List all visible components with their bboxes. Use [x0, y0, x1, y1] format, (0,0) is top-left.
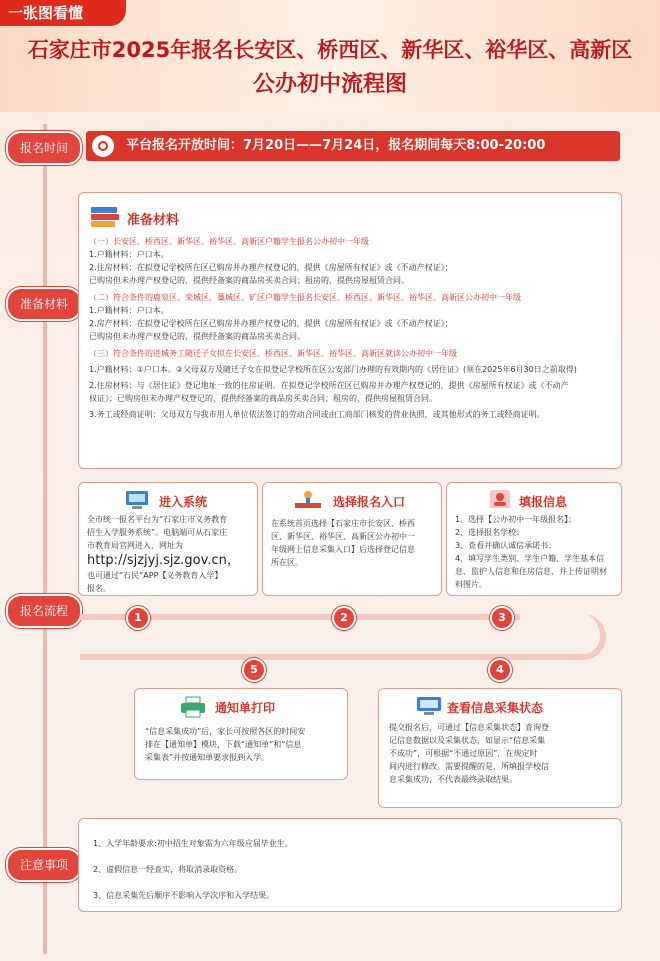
- step-4-body: 提交报名后，可通过【信息采集状态】查询登 记信息数据以及采集状态，如显示“信息采集 不成功”，可根据“不通过原因”，在规定时 间内进行修改。需要提醒的是，所填报学校信 息采集成功，不代表最终录取结果。: [389, 723, 549, 784]
- notes-box: [78, 818, 622, 912]
- label-process: 报名流程: [6, 594, 82, 628]
- pointer-icon: [293, 489, 323, 511]
- step-2-body: 在系统首页选择【石家庄市长安区、桥西 区、新华区、裕华区、高新区公办初中一 年级网上信息采集入口】后选择登记信息 所在区。: [271, 519, 415, 567]
- step-4-box: [378, 688, 622, 808]
- step-5-number: 5: [242, 658, 266, 682]
- materials-s2-head: （二）符合条件的鹿泉区、栾城区、藁城区、矿区户籍学生报名长安区、桥西区、新华区、裕华区、高新区公办初中一年级: [89, 293, 521, 302]
- step-3-number: 3: [490, 606, 514, 630]
- step-1-number: 1: [126, 606, 150, 630]
- materials-s3-l2: 2.住房材料：与《居住证》登记地址一致的住房证明。在拟登记学校所在区已购房并办理产权登记的，提供《房屋所有权证》或《不动产: [89, 381, 569, 390]
- step-2-number: 2: [332, 606, 356, 630]
- printer-icon: [179, 695, 207, 719]
- note-1: 1、入学年龄要求:初中招生对象需为六年级应届毕业生。: [93, 839, 293, 848]
- step-3-body: 1、选择【公办初中一年级报名】； 2、选择报名学校； 3、查看并确认诚信承诺书； 4、填写学生类别、学生户籍、学生基本信 息、监护人信息和住房信息，并上传证明材 料图片。: [455, 515, 607, 589]
- note-2: 2、虚假信息一经查实，将取消录取资格。: [93, 865, 243, 874]
- materials-s2-l2: 2.房产材料：在拟登记学校所在区已购房并办理产权登记的，提供《房屋所有权证》或《不动产权证》；: [89, 319, 453, 328]
- monitor-check-icon: [415, 695, 443, 717]
- materials-box: [78, 192, 622, 469]
- time-text: 平台报名开放时间：7月20日——7月24日，报名期间每天8:00-20:00: [126, 138, 546, 153]
- materials-s3-l4: 3.务工或经商证明：父母双方与我市用人单位依法签订的劳动合同或由工商部门核发的营业执照，或其他形式的务工或经商证明。: [89, 410, 545, 419]
- header-tag: 一张图看懂: [0, 0, 126, 26]
- materials-s1-l2: 2.住房材料：在拟登记学校所在区已购房并办理产权登记的，提供《房屋所有权证》或《不动产权证》；: [89, 263, 453, 272]
- title-line1: 石家庄市2025年报名长安区、桥西区、新华区、裕华区、高新区: [27, 38, 633, 62]
- materials-s3-l1: 1.户籍材料：①户口本。②父母双方及随迁子女在拟登记学校所在区公安部门办理的有效期内的《居住证》(须在2025年6月30日之前取得): [89, 365, 577, 374]
- step-2-title: 选择报名入口: [333, 495, 406, 509]
- step-3-title: 填报信息: [519, 495, 568, 509]
- materials-title: 准备材料: [127, 212, 180, 228]
- materials-s1-l3: 已购房但未办理产权登记的，提供经备案的商品房买卖合同；租房的，提供房屋租赁合同。: [89, 276, 409, 285]
- materials-s3-head: （三）符合条件的进城务工随迁子女拟在长安区、桥西区、新华区、裕华区、高新区就读公办初中一年级: [89, 349, 457, 358]
- step-1-body: 全市统一报名平台为“石家庄市义务教育 招生入学服务系统”。电脑端可从石家庄 市教育局官网进入，网址为 http://sjzjyj.sjz.gov.cn， 也可通过“石民”APP【义务教育入学】 报名。: [87, 515, 240, 593]
- label-notes: 注意事项: [6, 848, 82, 882]
- user-form-icon: [487, 487, 513, 511]
- materials-s1-l1: 1.户籍材料：户口本。: [89, 250, 169, 259]
- label-materials: 准备材料: [6, 287, 82, 321]
- step-3-box: [446, 482, 622, 596]
- clock-icon: [92, 135, 114, 157]
- title-line2: 公办初中流程图: [252, 72, 407, 97]
- label-time: 报名时间: [6, 131, 82, 165]
- step-5-title: 通知单打印: [215, 701, 276, 715]
- materials-s1-head: （一）长安区、桥西区、新华区、裕华区、高新区户籍学生报名公办初中一年级: [89, 237, 369, 246]
- materials-s3-l3: 权证》；已购房但未办理产权登记的，提供经备案的商品房买卖合同；租房的，提供房屋租赁合同。: [89, 394, 437, 403]
- step-1-title: 进入系统: [159, 495, 208, 509]
- step-1-box: [78, 482, 258, 596]
- books-icon: [91, 207, 121, 229]
- computer-icon: [123, 489, 153, 511]
- timeline-spine: [43, 124, 47, 954]
- header-banner: [0, 0, 660, 112]
- step-4-title: 查看信息采集状态: [447, 701, 544, 715]
- step-1-url: http://sjzjyj.sjz.gov.cn，: [87, 553, 240, 568]
- materials-s2-l1: 1.户籍材料：户口本。: [89, 306, 169, 315]
- step-2-box: [262, 482, 442, 596]
- note-3: 3、信息采集先后顺序不影响入学次序和入学结果。: [93, 891, 275, 900]
- time-bar: [86, 131, 620, 161]
- step-5-body: “信息采集成功”后，家长可按照各区的时间安 排在【通知单】模块，下载“通知单”和“信息 采集表”并按通知单要求报到入学。: [145, 727, 306, 762]
- materials-s2-l3: 已购房但未办理产权登记的，提供经备案的商品房买卖合同。: [89, 332, 305, 341]
- step-4-number: 4: [488, 658, 512, 682]
- step-5-box: [134, 688, 348, 780]
